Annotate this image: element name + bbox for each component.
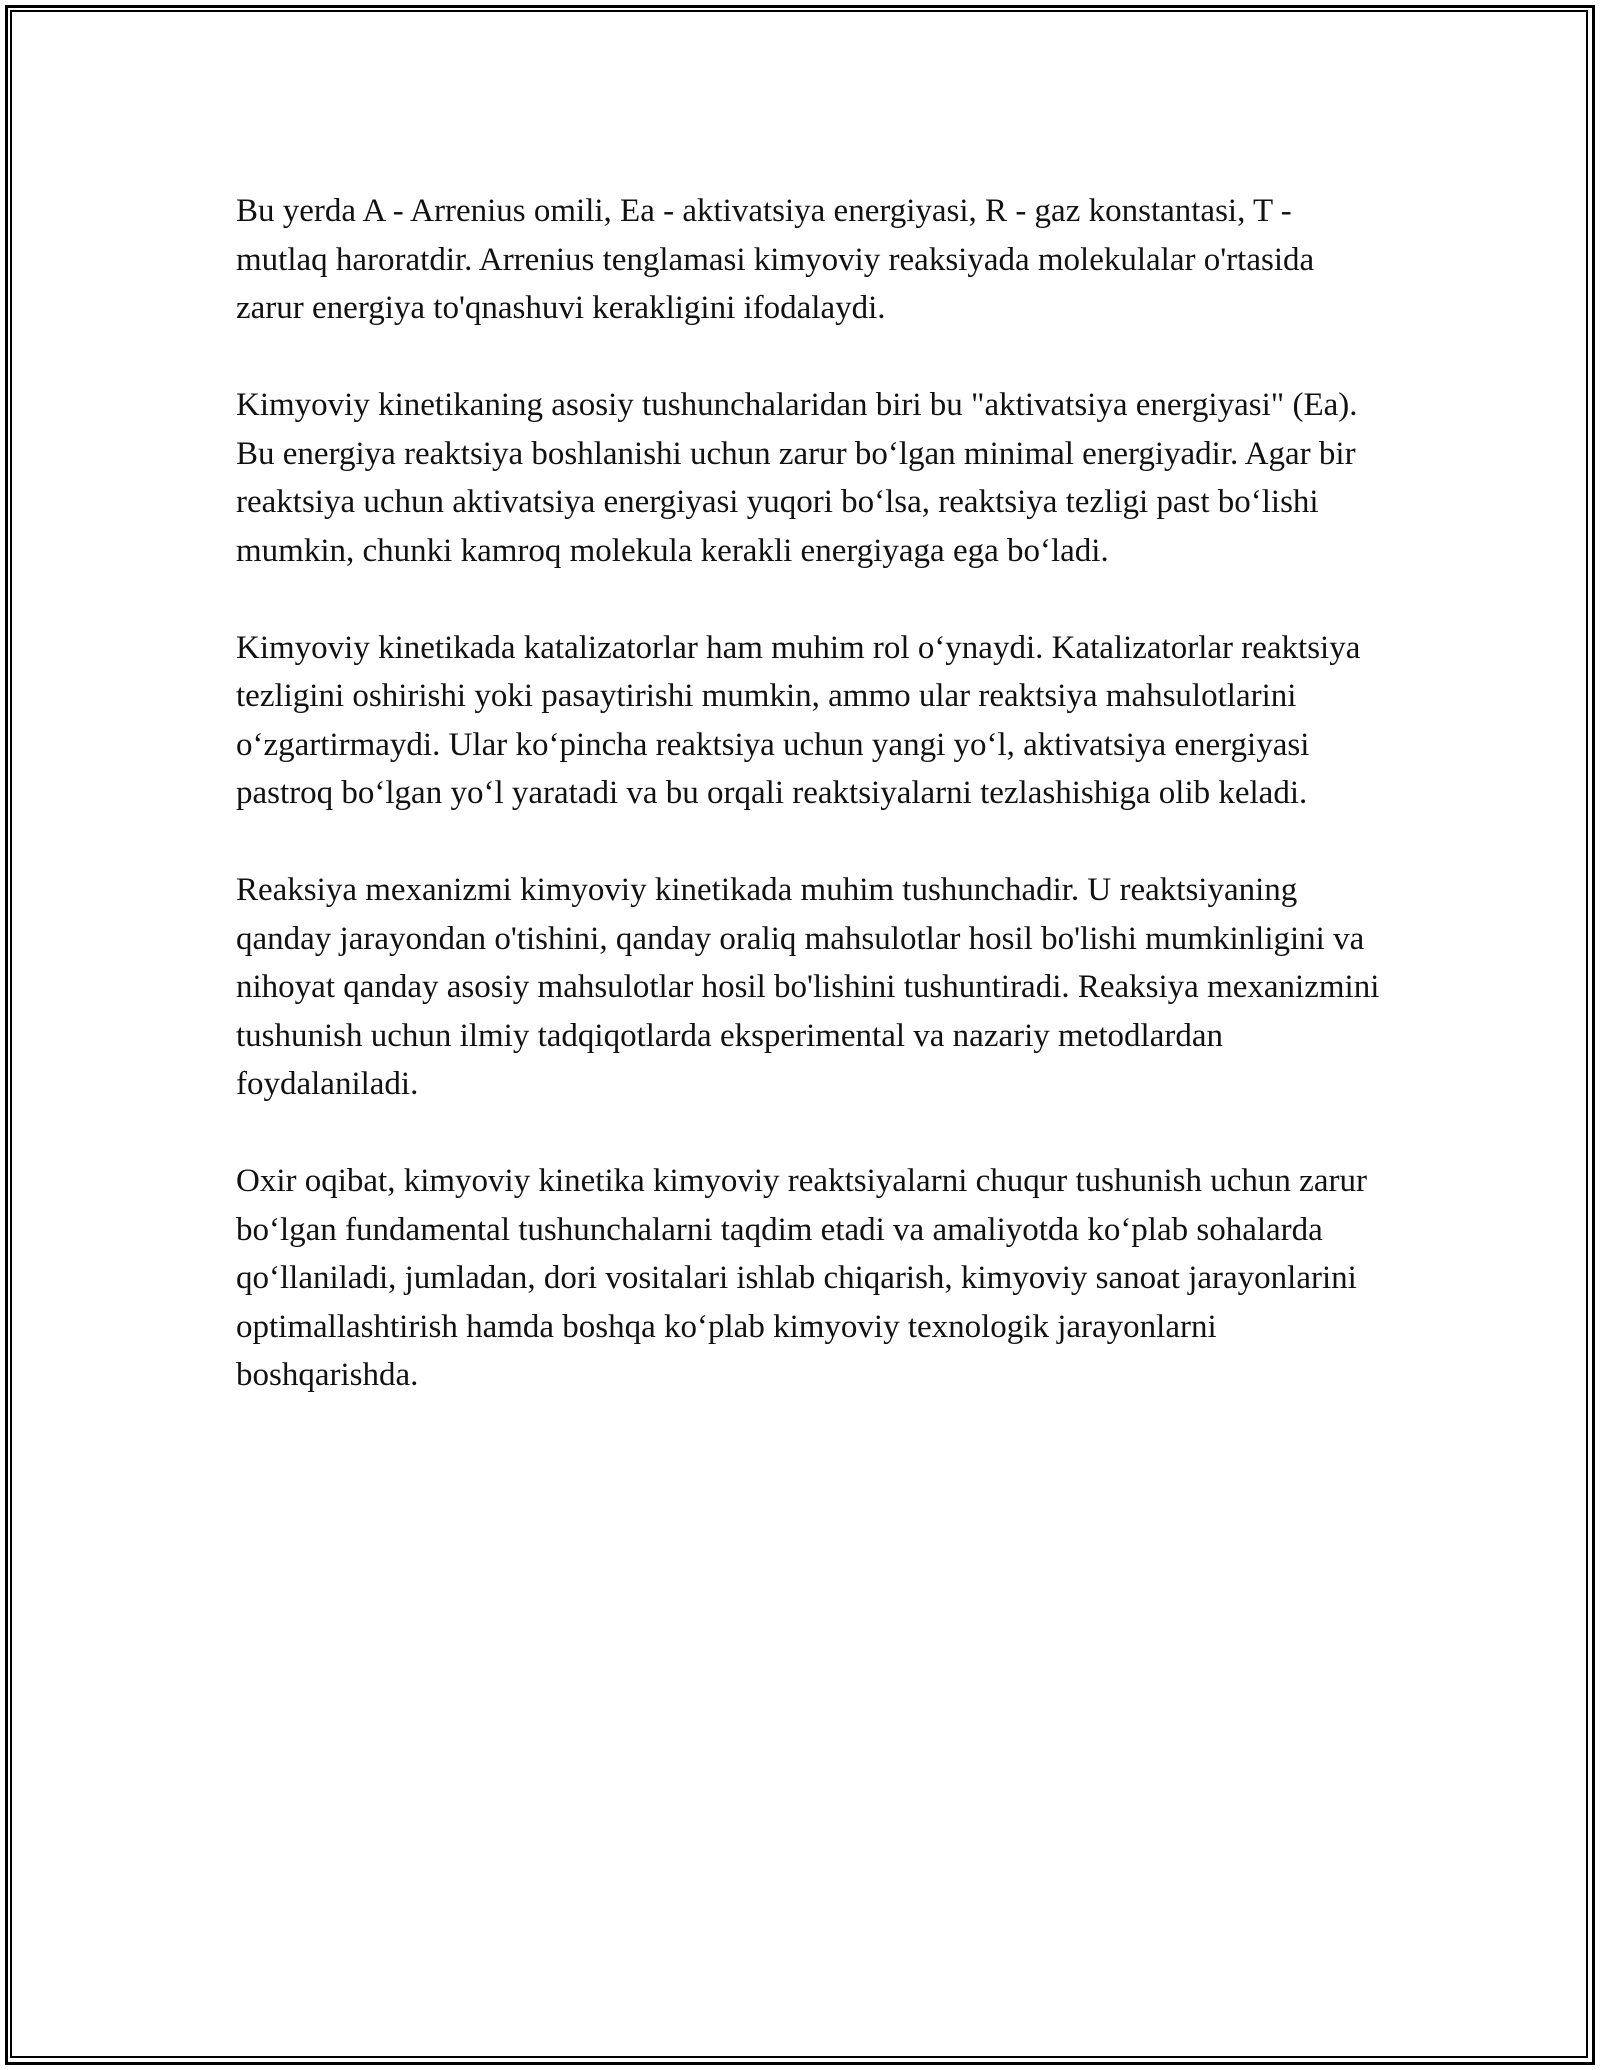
document-body xyxy=(236,187,1386,1448)
paragraph-activation-energy: Kimyoviy kinetikaning asosiy tushunchalaridan biri bu "aktivatsiya energiyasi" (Ea). Bu energiya reaktsiya boshlanishi uchun zarur bo‘lgan minimal energiyadir. Agar bir reaktsiya uchun aktivatsiya energiyasi yuqori bo‘lsa, reaktsiya tezligi past bo‘lishi mumkin, chunki kamroq molekula kerakli energiyaga ega bo‘ladi. xyxy=(236,387,1358,569)
paragraph-catalysts: Kimyoviy kinetikada katalizatorlar ham muhim rol o‘ynaydi. Katalizatorlar reaktsiya tezligini oshirishi yoki pasaytirishi mumkin, ammo ular reaktsiya mahsulotlarini o‘zgartirmaydi. Ular ko‘pincha reaktsiya uchun yangi yo‘l, aktivatsiya energiyasi pastroq bo‘lgan yo‘l yaratadi va bu orqali reaktsiyalarni tezlashishiga olib keladi. xyxy=(236,629,1361,811)
paragraph-reaction-mechanism: Reaksiya mexanizmi kimyoviy kinetikada muhim tushunchadir. U reaktsiyaning qanday jarayondan o'tishini, qanday oraliq mahsulotlar hosil bo'lishi mumkinligini va nihoyat qanday asosiy mahsulotlar hosil bo'lishini tushuntiradi. Reaksiya mexanizmini tushunish uchun ilmiy tadqiqotlarda eksperimental va nazariy metodlardan foydalaniladi. xyxy=(236,872,1380,1102)
paragraph-arrhenius-terms: Bu yerda A - Arrenius omili, Ea - aktivatsiya energiyasi, R - gaz konstantasi, T - mutlaq haroratdir. Arrenius tenglamasi kimyoviy reaksiyada molekulalar o'rtasida zarur energiya to'qnashuvi kerakligini ifodalaydi. xyxy=(236,193,1315,326)
paragraph-conclusion: Oxir oqibat, kimyoviy kinetika kimyoviy reaktsiyalarni chuqur tushunish uchun zarur bo‘lgan fundamental tushunchalarni taqdim etadi va amaliyotda ko‘plab sohalarda qo‘llaniladi, jumladan, dori vositalari ishlab chiqarish, kimyoviy sanoat jarayonlarini optimallashtirish hamda boshqa ko‘plab kimyoviy texnologik jarayonlarni boshqarishda. xyxy=(236,1163,1367,1393)
